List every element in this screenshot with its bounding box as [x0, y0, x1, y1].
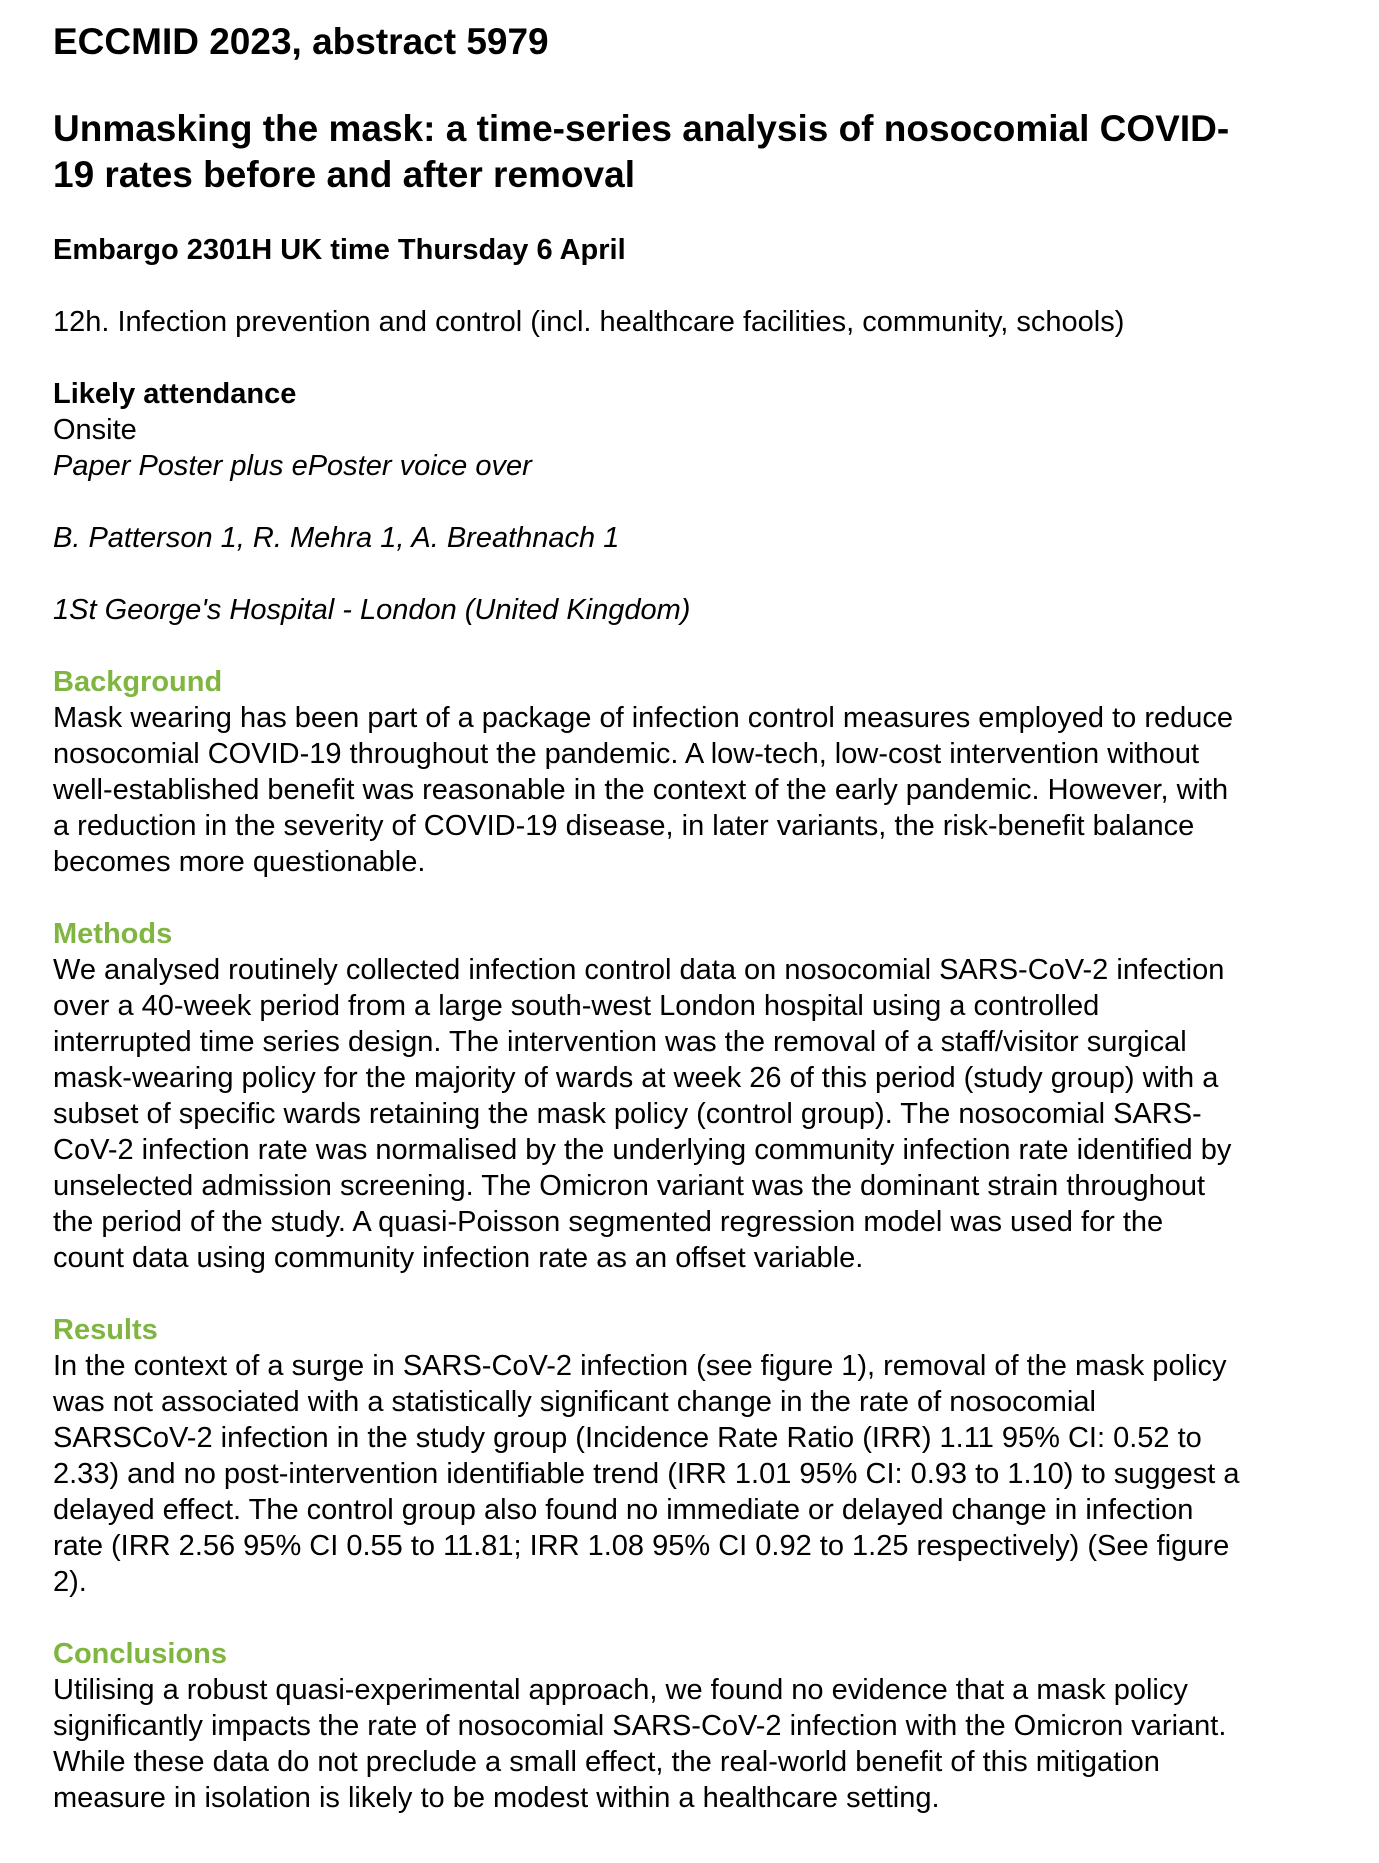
body-line: In the context of a surge in SARS-CoV-2 infection (see figure 1), removal of the mask policy	[53, 1350, 1227, 1382]
attendance-label: Likely attendance	[53, 378, 297, 410]
section-heading: Conclusions	[53, 1638, 228, 1670]
title-line: Unmasking the mask: a time-series analysis of nosocomial COVID-	[53, 108, 1230, 149]
title-line: 19 rates before and after removal	[53, 154, 635, 195]
section-background	[53, 664, 1353, 880]
body-line: We analysed routinely collected infection control data on nosocomial SARS-CoV-2 infection	[53, 954, 1225, 986]
body-line: rate (IRR 2.56 95% CI 0.55 to 11.81; IRR 1.08 95% CI 0.92 to 1.25 respectively) (See figure	[53, 1530, 1230, 1562]
embargo-notice: Embargo 2301H UK time Thursday 6 April	[53, 234, 626, 266]
attendance-format: Paper Poster plus ePoster voice over	[53, 450, 532, 482]
abstract-page	[53, 18, 1353, 1816]
body-line: nosocomial COVID-19 throughout the pandemic. A low-tech, low-cost intervention without	[53, 738, 1200, 770]
section-conclusions	[53, 1636, 1353, 1816]
section-body	[53, 952, 1353, 1276]
attendance-block	[53, 376, 1353, 484]
body-line: the period of the study. A quasi-Poisson segmented regression model was used for the	[53, 1206, 1164, 1238]
body-line: unselected admission screening. The Omicron variant was the dominant strain throughout	[53, 1170, 1206, 1202]
body-line: While these data do not preclude a small effect, the real-world benefit of this mitigation	[53, 1746, 1160, 1778]
body-line: a reduction in the severity of COVID-19 disease, in later variants, the risk-benefit balance	[53, 810, 1195, 842]
body-line: significantly impacts the rate of nosocomial SARS-CoV-2 infection with the Omicron variant.	[53, 1710, 1227, 1742]
abstract-sections	[53, 664, 1353, 1816]
body-line: was not associated with a statistically significant change in the rate of nosocomial	[53, 1386, 1096, 1418]
section-methods	[53, 916, 1353, 1276]
section-body	[53, 700, 1353, 880]
body-line: 2).	[53, 1566, 87, 1598]
abstract-title	[53, 106, 1353, 198]
body-line: Mask wearing has been part of a package of infection control measures employed to reduce	[53, 702, 1234, 734]
body-line: SARSCoV-2 infection in the study group (Incidence Rate Ratio (IRR) 1.11 95% CI: 0.52 to	[53, 1422, 1202, 1454]
section-results	[53, 1312, 1353, 1600]
section-heading: Background	[53, 666, 223, 698]
body-line: delayed effect. The control group also found no immediate or delayed change in infection	[53, 1494, 1194, 1526]
body-line: count data using community infection rate as an offset variable.	[53, 1242, 864, 1274]
body-line: mask-wearing policy for the majority of wards at week 26 of this period (study group) with a	[53, 1062, 1219, 1094]
body-line: measure in isolation is likely to be modest within a healthcare setting.	[53, 1782, 940, 1814]
topic-category: 12h. Infection prevention and control (incl. healthcare facilities, community, schools)	[53, 306, 1125, 338]
section-heading: Results	[53, 1314, 158, 1346]
body-line: CoV-2 infection rate was normalised by the underlying community infection rate identified by	[53, 1134, 1232, 1166]
section-heading: Methods	[53, 918, 173, 950]
body-line: well-established benefit was reasonable in the context of the early pandemic. However, with	[53, 774, 1229, 806]
section-body	[53, 1348, 1353, 1600]
body-line: becomes more questionable.	[53, 846, 426, 878]
body-line: interrupted time series design. The intervention was the removal of a staff/visitor surgical	[53, 1026, 1187, 1058]
section-body	[53, 1672, 1353, 1816]
author-affiliation: 1St George's Hospital - London (United Kingdom)	[53, 594, 691, 626]
body-line: subset of specific wards retaining the mask policy (control group). The nosocomial SARS-	[53, 1098, 1202, 1130]
body-line: 2.33) and no post-intervention identifiable trend (IRR 1.01 95% CI: 0.93 to 1.10) to suggest a	[53, 1458, 1240, 1490]
attendance-mode: Onsite	[53, 414, 137, 446]
body-line: over a 40-week period from a large south-west London hospital using a controlled	[53, 990, 1100, 1022]
body-line: Utilising a robust quasi-experimental approach, we found no evidence that a mask policy	[53, 1674, 1188, 1706]
author-list: B. Patterson 1, R. Mehra 1, A. Breathnach 1	[53, 522, 620, 554]
document-header: ECCMID 2023, abstract 5979	[53, 21, 549, 62]
